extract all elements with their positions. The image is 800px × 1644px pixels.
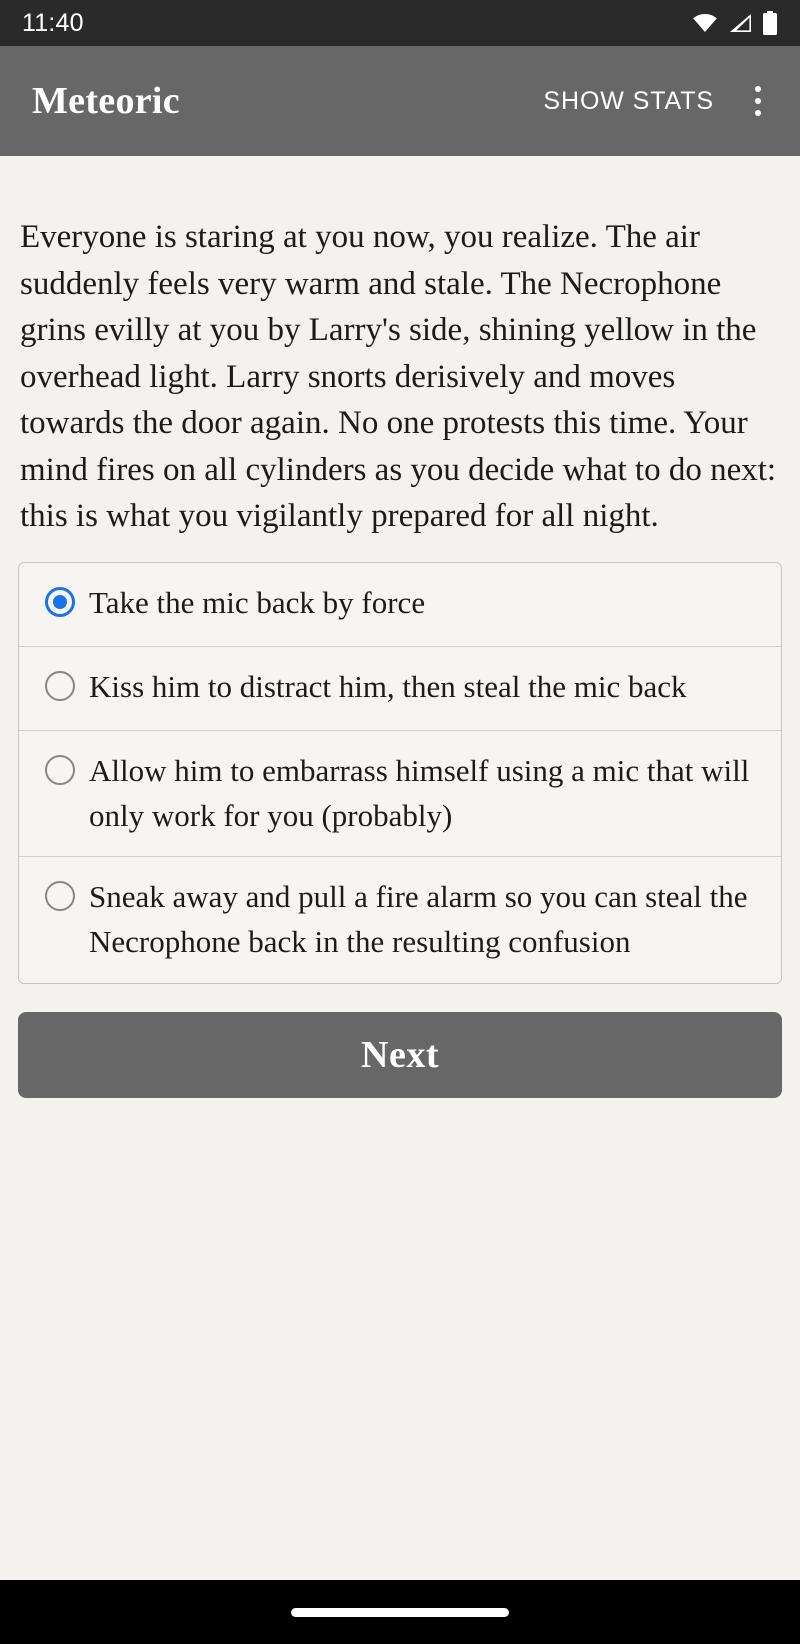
- list-item[interactable]: [19, 857, 781, 983]
- home-gesture-pill[interactable]: [291, 1608, 509, 1617]
- list-item-label: Allow him to embarrass himself using a mic that will only work for you (probably): [89, 752, 750, 833]
- wifi-icon: [692, 13, 718, 33]
- story-text: Everyone is staring at you now, you realize. The air suddenly feels very warm and stale. The Necrophone grins evilly at you by Larry's side, shining yellow in the overhead light. Larry snorts derisively and moves towards the door again. No one protests this time. Your mind fires on all cylinders as you decide what to do next: this is what you vigilantly prepared for all night.: [20, 219, 777, 535]
- cell-signal-icon: [727, 13, 753, 33]
- navigation-bar: [0, 1580, 800, 1644]
- status-bar-clock: 11:40: [22, 8, 84, 37]
- choice-list: [18, 562, 782, 985]
- next-button[interactable]: Next: [18, 1012, 782, 1098]
- list-item-label: Kiss him to distract him, then steal the mic back: [89, 668, 687, 704]
- status-bar-icons: [692, 11, 778, 35]
- list-item[interactable]: [19, 731, 781, 858]
- main-content: [0, 156, 800, 1580]
- radio-button[interactable]: [45, 671, 75, 701]
- status-bar: [0, 0, 800, 46]
- list-item-label: Take the mic back by force: [89, 584, 426, 620]
- radio-button[interactable]: [45, 881, 75, 911]
- app-title: Meteoric: [32, 80, 180, 122]
- show-stats-button[interactable]: SHOW STATS: [543, 86, 714, 115]
- list-item-label: Sneak away and pull a fire alarm so you can steal the Necrophone back in the resulting confusion: [89, 879, 748, 960]
- overflow-dot: [755, 86, 761, 92]
- list-item[interactable]: [19, 563, 781, 647]
- battery-icon: [762, 11, 778, 35]
- overflow-dot: [755, 110, 761, 116]
- radio-button[interactable]: [45, 587, 75, 617]
- radio-button[interactable]: [45, 755, 75, 785]
- overflow-dot: [755, 98, 761, 104]
- app-bar: [0, 46, 800, 156]
- more-vertical-icon[interactable]: [736, 77, 780, 125]
- list-item[interactable]: [19, 647, 781, 731]
